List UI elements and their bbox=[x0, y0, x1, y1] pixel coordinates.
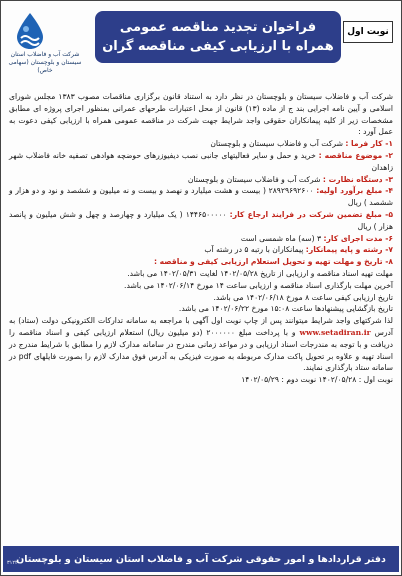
water-company-logo-icon bbox=[9, 11, 51, 51]
deadline-upload: آخرین مهلت بارگذاری اسناد مناقصه و ارزیابی ساعت ۱۴ مورخ ۱۴۰۲/۰۶/۱۴ می باشد. bbox=[124, 280, 393, 290]
item-subject-label: ۲- موضوع مناقصه : bbox=[318, 150, 393, 160]
item-contractor-grade-value: پیمانکاران با رتبه ۵ در رشته آب bbox=[204, 245, 306, 255]
footer-bar bbox=[3, 546, 399, 572]
item-estimate-value: ۲۸۹۲۹۶۹۲۶۰۰ ( بیست و هشت میلیارد و نهصد و بیست و نه میلیون و ششصد و نود و دو هزار و ششصد ) ریال bbox=[9, 186, 393, 208]
item-duration-label: ۶- مدت اجرای کار: bbox=[323, 233, 393, 243]
item-contractor-grade bbox=[9, 244, 393, 256]
item-estimate-label: ۴- مبلغ برآورد اولیه: bbox=[316, 186, 393, 196]
notice-round-badge: نوبت اول bbox=[343, 21, 393, 43]
instructions-post: و با پرداخت مبلغ ۲۰۰۰۰۰۰ (دو میلیون ریال) استعلام ارزیابی کیفی و اسناد مناقصه را دریافت و با توجه به مندرجات اسناد ارزیابی و در مواعد زمانی مندرج در سامانه مدارک لازم را مطابق با شرایط مندرج در اسناد تهیه و علاوه بر تحویل پاکت مدارک مربوطه به صورت فیزیکی به آدرس فوق مدارک لازم را بصورت فایلهای pdf در سامانه ستاد بارگذاری نمایند. bbox=[9, 327, 394, 373]
item-guarantee-value: ۱۴۴۶۵۰۰۰۰۰ ( یک میلیارد و چهارصد و چهل و شش میلیون و پانصد هزار ) ریال bbox=[9, 209, 393, 231]
intro-paragraph: شرکت آب و فاضلاب سیستان و بلوچستان در نظر دارد به استناد قانون برگزاری مناقصات مصوب ۱۳۸۳ مجلس شورای اسلامی و آیین نامه اجرایی بند ج از ماده (۱۳) قانون از محل اعتبارات طرحهای عمرانی بمنظور اجرای پروژه ای مطابق مشخصات زیر از کلیه پیمانکاران حقوقی واجد شرایط جهت شرکت در مناقصه عمومی همراه با ارزیابی کیفی دعوت به عمل آورد : bbox=[9, 92, 393, 137]
item-supervisor-value: شرکت آب و فاضلاب سیستان و بلوچستان bbox=[187, 174, 323, 184]
notice-body bbox=[9, 91, 393, 386]
item-subject-value: خرید و حمل و سایر فعالیتهای جانبی نصب دیفیوزرهای حوضچه هوادهی تصفیه خانه فاضلاب شهر زاهدان bbox=[9, 150, 393, 172]
item-duration-value: ۳ (سه) ماه شمسی است bbox=[240, 233, 324, 243]
title-box bbox=[95, 11, 341, 63]
instructions-pre: لذا شرکتهای واجد شرایط میتوانند پس از چاپ نوبت اول آگهی با مراجعه به سامانه تدارکات الکترونیکی دولت (ستاد) به آدرس bbox=[9, 316, 394, 337]
instructions-paragraph bbox=[9, 315, 393, 374]
item-guarantee-label: ۵- مبلغ تضمین شرکت در فرایند ارجاع کار: bbox=[229, 209, 393, 219]
item-employer bbox=[9, 138, 393, 150]
item-deadlines bbox=[9, 256, 393, 268]
item-supervisor-label: ۳- دستگاه نظارت : bbox=[322, 174, 393, 184]
logo-caption: شرکت آب و فاضلاب استان سیستان و بلوچستان (سهامی خاص) bbox=[8, 51, 82, 74]
deadline-docs: مهلت تهیه اسناد مناقصه و ارزیابی از تاریخ ۱۴۰۲/۰۵/۲۸ لغایت ۱۴۰۲/۰۵/۳۱ می باشد. bbox=[127, 268, 393, 278]
deadline-evaluation: تاریخ ارزیابی کیفی ساعت ۸ مورخ ۱۴۰۲/۰۶/۱۸ می باشد. bbox=[213, 292, 393, 302]
item-duration bbox=[9, 233, 393, 245]
item-supervisor bbox=[9, 174, 393, 186]
item-employer-label: ۱- کار فرما : bbox=[345, 139, 393, 149]
item-subject bbox=[9, 150, 393, 174]
item-contractor-grade-label: ۷- رشته و پایه پیمانکار: bbox=[305, 245, 393, 255]
notice-header bbox=[3, 3, 399, 89]
deadline-opening: تاریخ بازگشایی پیشنهادها ساعت ۱۵:۰۸ مورخ ۱۴۰۲/۰۶/۲۲ می باشد. bbox=[178, 304, 393, 314]
item-estimate bbox=[9, 185, 393, 209]
item-guarantee bbox=[9, 209, 393, 233]
notice-subtitle: همراه با ارزیابی کیفی مناقصه گران bbox=[102, 39, 334, 54]
item-employer-value: شرکت آب و فاضلاب سیستان و بلوچستان bbox=[210, 139, 346, 149]
notice-title: فراخوان تجدید مناقصه عمومی bbox=[119, 20, 317, 35]
publication-dates: نوبت اول : ۱۴۰۲/۰۵/۲۸ نوبت دوم : ۱۴۰۲/۰۵/۲۹ bbox=[241, 375, 393, 385]
setad-link[interactable]: www.setadiran.ir bbox=[299, 327, 371, 337]
footer-text: دفتر قراردادها و امور حقوقی شرکت آب و فاضلاب استان سیستان و بلوچستان bbox=[16, 553, 386, 565]
item-deadlines-label: ۸- تاریخ و مهلت تهیه و تحویل استعلام ارزیابی کیفی و مناقصه : bbox=[154, 257, 393, 267]
footer-code: ۳۱۲۲ bbox=[7, 560, 18, 566]
